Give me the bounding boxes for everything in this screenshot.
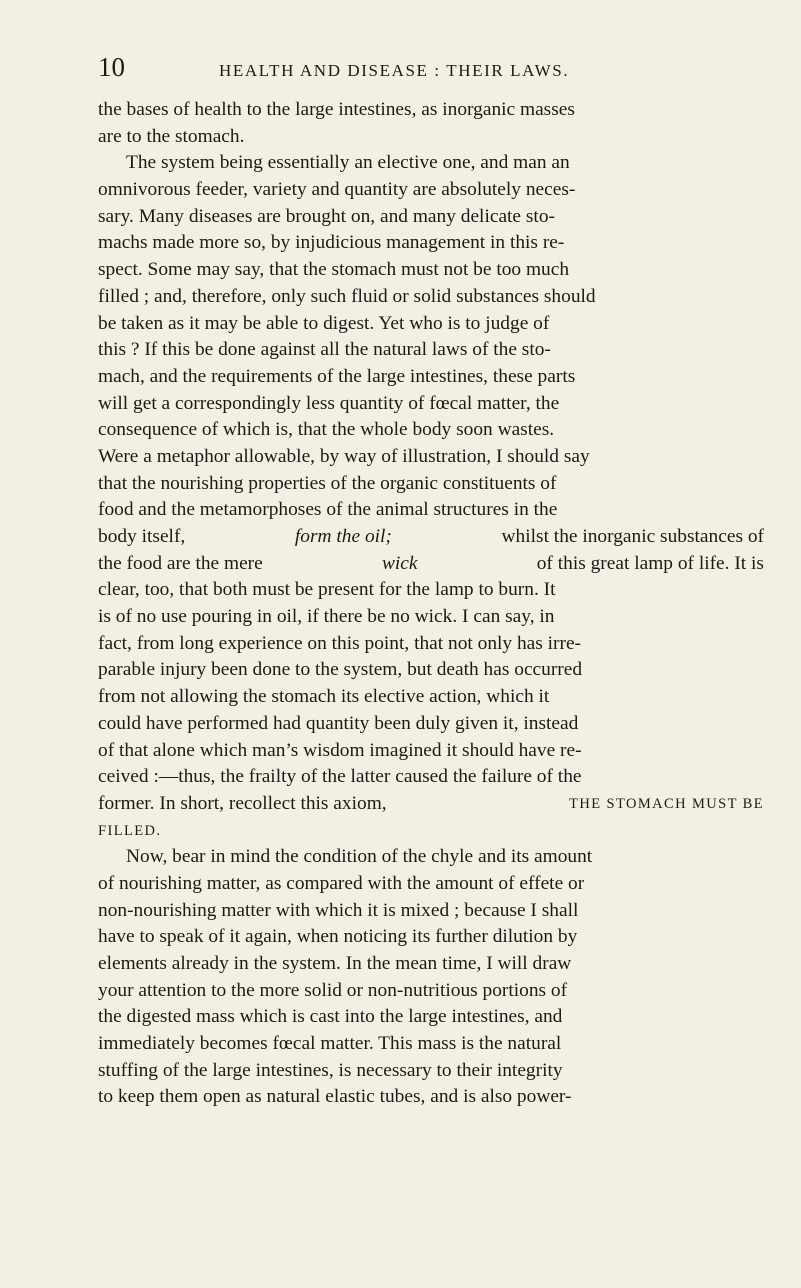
text-line: spect. Some may say, that the stomach must not be too much — [98, 259, 570, 281]
text-line: elements already in the system. In the mean time, I will draw — [98, 953, 572, 974]
line-fragment: of this great lamp of life. It is — [536, 552, 764, 574]
text-line: will get a correspondingly less quantity of fœcal matter, the — [98, 392, 560, 414]
line-fragment: former. In short, recollect this axiom, — [98, 792, 387, 814]
text-line: machs made more so, by injudicious management in this re- — [98, 232, 565, 254]
text-line: omnivorous feeder, variety and quantity are absolutely neces- — [98, 179, 576, 201]
body-text — [98, 97, 764, 1111]
paragraph-start-line: The system being essentially an elective one, and man an — [126, 152, 570, 174]
text-line: non-nourishing matter with which it is mixed ; because I shall — [98, 899, 579, 921]
text-line: to keep them open as natural elastic tubes, and is also power- — [98, 1086, 572, 1108]
italic-phrase: form the oil; — [294, 526, 392, 547]
text-line: clear, too, that both must be present for the lamp to burn. It — [98, 579, 556, 601]
text-line: the bases of health to the large intestines, as inorganic masses — [98, 99, 575, 120]
text-line: sary. Many diseases are brought on, and many delicate sto- — [98, 205, 555, 227]
text-line — [98, 551, 764, 578]
text-line: ceived :—thus, the frailty of the latter caused the failure of the — [98, 766, 582, 788]
text-line: the digested mass which is cast into the large intestines, and — [98, 1006, 563, 1028]
text-line — [98, 791, 764, 818]
text-line: your attention to the more solid or non-nutritious portions of — [98, 979, 568, 1001]
text-line: Were a metaphor allowable, by way of illustration, I should say — [98, 445, 590, 467]
text-line: is of no use pouring in oil, if there be no wick. I can say, in — [98, 606, 555, 628]
text-line: have to speak of it again, when noticing its further dilution by — [98, 926, 578, 948]
paragraph-start-line: Now, bear in mind the condition of the chyle and its amount — [126, 846, 593, 868]
text-line: immediately becomes fœcal matter. This mass is the natural — [98, 1033, 562, 1055]
page-header — [98, 54, 798, 88]
text-line: filled ; and, therefore, only such fluid or solid substances should — [98, 285, 596, 307]
text-line: that the nourishing properties of the organic constituents of — [98, 472, 557, 494]
text-line: fact, from long experience on this point, that not only has irre- — [98, 632, 582, 654]
text-line: food and the metamorphoses of the animal structures in the — [98, 499, 558, 521]
text-line: be taken as it may be able to digest. Yet who is to judge of — [98, 312, 550, 334]
text-line: could have performed had quantity been duly given it, instead — [98, 712, 579, 734]
text-line: of that alone which man’s wisdom imagined it should have re- — [98, 739, 582, 761]
text-line: stuffing of the large intestines, is necessary to their integrity — [98, 1059, 563, 1081]
text-line: are to the stomach. — [98, 125, 245, 147]
text-line: parable injury been done to the system, but death has occurred — [98, 659, 583, 681]
small-caps-axiom: THE STOMACH MUST BE — [569, 795, 764, 812]
running-head: HEALTH AND DISEASE : THEIR LAWS. — [219, 61, 570, 80]
text-line: of nourishing matter, as compared with the amount of effete or — [98, 872, 585, 894]
line-fragment: body itself, — [98, 526, 186, 547]
small-caps-axiom-end: FILLED. — [98, 822, 162, 839]
text-line: consequence of which is, that the whole body soon wastes. — [98, 419, 555, 441]
text-line — [98, 818, 764, 845]
line-fragment: the food are the mere — [98, 552, 263, 574]
line-fragment: whilst the inorganic substances of — [501, 526, 764, 547]
text-line: mach, and the requirements of the large intestines, these parts — [98, 365, 576, 387]
text-line: this ? If this be done against all the natural laws of the sto- — [98, 339, 551, 361]
italic-word: wick — [381, 552, 418, 574]
text-line — [98, 524, 764, 551]
page-number: 10 — [98, 52, 125, 82]
text-line: from not allowing the stomach its elective action, which it — [98, 686, 550, 708]
